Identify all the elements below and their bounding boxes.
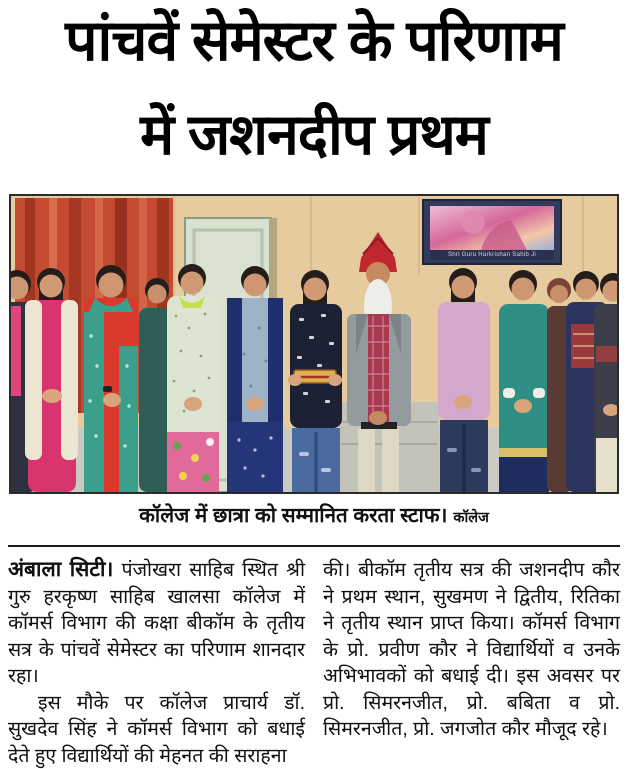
paragraph-1-text: पंजोखरा साहिब स्थित श्री गुरु हरकृष्ण साहिब खालसा कॉलेज में कॉमर्स विभाग की कक्षा बीकॉम के तृतीय सत्र के पांचवें सेमेस्टर का परिणाम शानदार रहा। — [8, 559, 305, 687]
headline-line-2: में जशनदीप प्रथम — [140, 103, 488, 167]
person-2 — [25, 268, 78, 492]
photo-credit: कॉलेज — [453, 510, 489, 526]
photo-scene — [11, 196, 617, 492]
photo-caption-row — [0, 501, 628, 529]
paragraph-1 — [8, 557, 305, 690]
article-body — [8, 557, 620, 769]
headline-line-1: पांचवें सेमेस्टर के परिणाम — [65, 9, 563, 73]
paragraph-3: की। बीकॉम तृतीय सत्र की जशनदीप कौर ने प्रथम स्थान, सुखमण ने द्वितीय, रितिका ने तृतीय स्थान प्राप्त किया। कॉमर्स विभाग के प्रो. प्रवीण कौर ने विद्यार्थियों व उनके अभिभावकों को बधाई दी। इस अवसर पर प्रो. सिमरनजीत, प्रो. बबिता व प्रो. सिमरनजीत, प्रो. जगजोत कौर मौजूद रहे। — [323, 559, 620, 740]
person-6 — [227, 266, 283, 492]
portrait-caption-text: Shri Guru Harkrishan Sahib Ji — [447, 252, 537, 258]
photo-caption: कॉलेज में छात्रा को सम्मानित करता स्टाफ। — [139, 504, 448, 527]
news-photo — [9, 194, 619, 494]
divider-rule — [8, 545, 620, 547]
dateline: अंबाला सिटी। — [8, 558, 114, 581]
body-column-2 — [323, 557, 620, 769]
person-5 — [167, 264, 219, 492]
paragraph-2: इस मौके पर कॉलेज प्राचार्य डॉ. सुखदेव सिंह ने कॉमर्स विभाग को बधाई देते हुए विद्यार्थियों की मेहनत की सराहना — [8, 691, 305, 767]
article-headline — [0, 0, 628, 182]
person-13 — [594, 273, 617, 492]
body-column-1 — [8, 557, 305, 769]
person-3 — [84, 265, 138, 492]
